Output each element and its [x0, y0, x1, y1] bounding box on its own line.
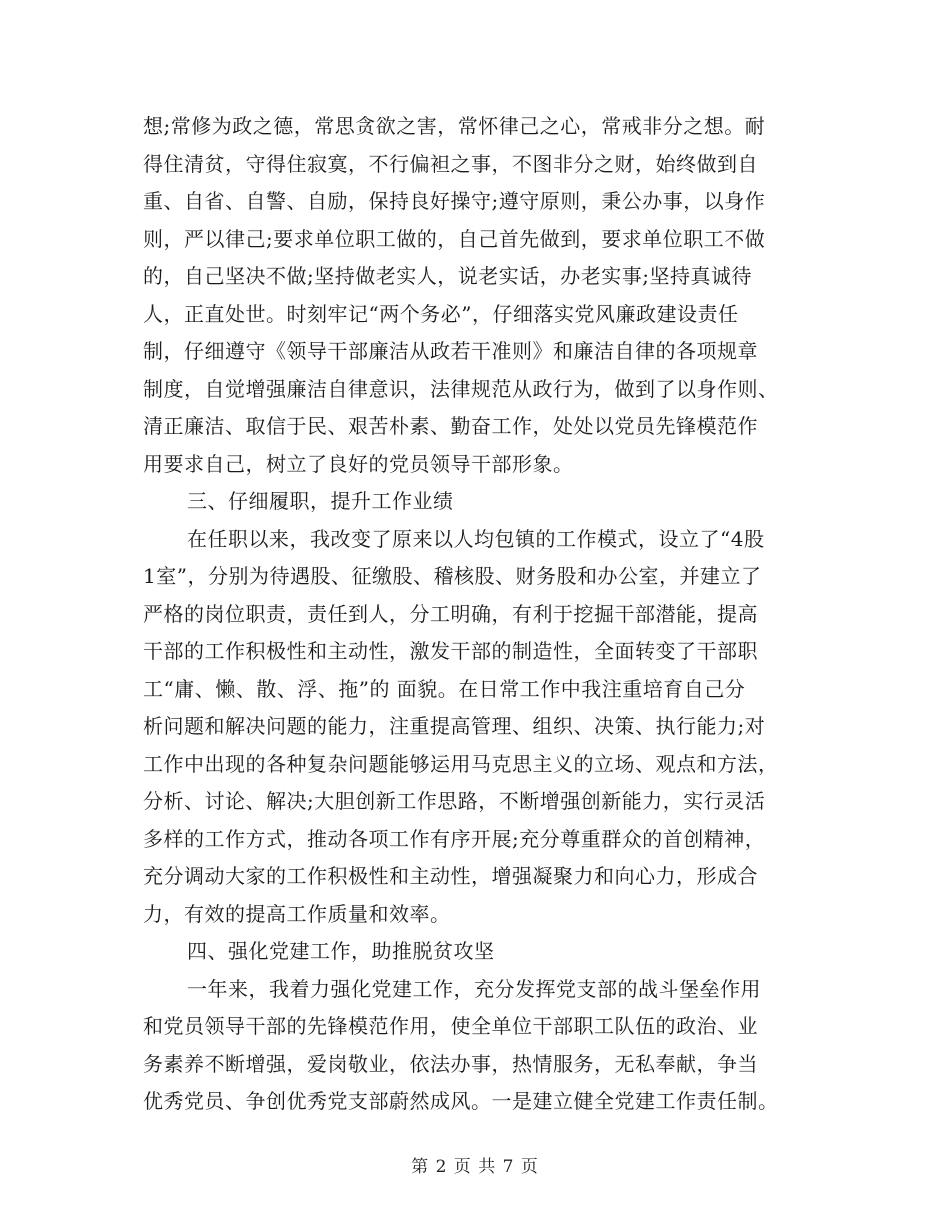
- text-line: 务素养不断增强，爱岗敬业，依法办事，热情服务，无私奉献，争当: [143, 1051, 758, 1076]
- text-line: 清正廉洁、取信于民、艰苦朴素、勤奋工作，处处以党员先锋模范作: [143, 414, 758, 438]
- text-line: 则，严以律己;要求单位职工做的，自己首先做到，要求单位职工不做: [143, 226, 766, 251]
- text-line: 干部的工作积极性和主动性，激发干部的制造性，全面转变了干部职: [143, 639, 758, 663]
- text-line: 和党员领导干部的先锋模范作用，使全单位干部职工队伍的政治、业: [143, 1014, 758, 1038]
- text-line: 制，仔细遵守《领导干部廉洁从政若干准则》和廉洁自律的各项规章: [143, 339, 758, 363]
- text-line: 严格的岗位职责，责任到人，分工明确，有利于挖掘干部潜能，提高: [143, 601, 758, 626]
- text-line: 充分调动大家的工作积极性和主动性，增强凝聚力和向心力，形成合: [143, 864, 758, 888]
- text-line: 制度，自觉增强廉洁自律意识，法律规范从政行为，做到了以身作则、: [143, 376, 779, 401]
- text-line: 分析、讨论、解决;大胆创新工作思路，不断增强创新能力，实行灵活: [143, 789, 766, 813]
- text-line: 想;常修为政之德，常思贪欲之害，常怀律己之心，常戒非分之想。耐: [143, 114, 766, 138]
- text-line: 的，自己坚决不做;坚持做老实人，说老实话，办老实事;坚持真诚待: [143, 264, 752, 288]
- text-line: 用要求自己，树立了良好的党员领导干部形象。: [143, 451, 574, 476]
- page-footer: 第 2 页 共 7 页: [411, 1157, 539, 1177]
- text-line: 一年来，我着力强化党建工作，充分发挥党支部的战斗堡垒作用: [187, 976, 761, 1001]
- text-line: 1室”，分别为待遇股、征缴股、稽核股、财务股和办公室，并建立了: [143, 564, 762, 588]
- document-body: [143, 108, 813, 1121]
- text-line: 工作中出现的各种复杂问题能够运用马克思主义的立场、观点和方法，: [143, 751, 779, 776]
- text-line: 工“庸、懒、散、浮、拖”的 面貌。在日常工作中我注重培育自己分: [143, 676, 746, 701]
- text-line: 重、自省、自警、自励，保持良好操守;遵守原则，秉公办事，以身作: [143, 189, 766, 213]
- text-line: 优秀党员、争创优秀党支部蔚然成风。一是建立健全党建工作责任制。: [143, 1089, 779, 1113]
- text-line: 析问题和解决问题的能力，注重提高管理、组织、决策、执行能力;对: [143, 714, 766, 738]
- text-line: 人，正直处世。时刻牢记“两个务必”，仔细落实党风廉政建设责任: [143, 301, 739, 326]
- text-line: 在任职以来，我改变了原来以人均包镇的工作模式，设立了“4股: [187, 526, 765, 551]
- text-line: 四、强化党建工作，助推脱贫攻坚: [187, 939, 495, 963]
- text-line: 多样的工作方式，推动各项工作有序开展;充分尊重群众的首创精神，: [143, 826, 766, 851]
- text-line: 三、仔细履职，提升工作业绩: [187, 489, 454, 513]
- text-line: 力，有效的提高工作质量和效率。: [143, 901, 451, 926]
- text-line: 得住清贫，守得住寂寞，不行偏袒之事，不图非分之财，始终做到自: [143, 151, 758, 176]
